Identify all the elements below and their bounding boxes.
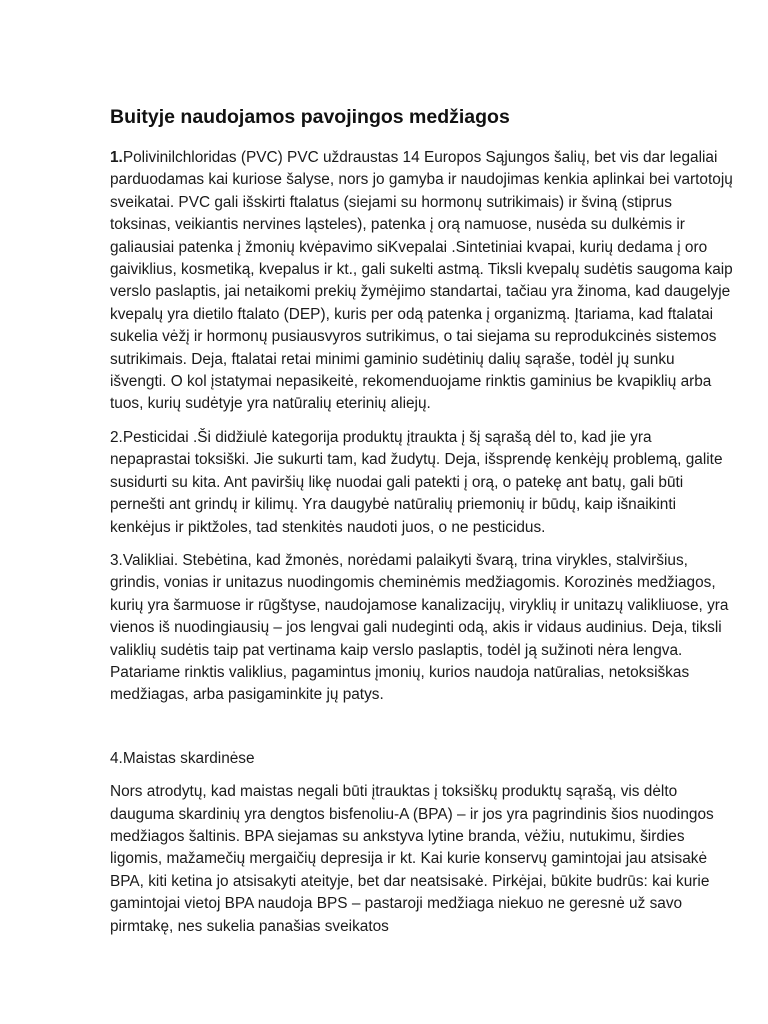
document-title: Buityje naudojamos pavojingos medžiagos	[110, 106, 510, 128]
paragraph-pvc	[110, 147, 735, 416]
document-page	[110, 104, 735, 949]
paragraph-pesticides: 2.Pesticidai .Ši didžiulė kategorija produktų įtraukta į šį sąrašą dėl to, kad jie yra nepaprastai toksiški. Jie sukurti tam, kad žudytų. Deja, išsprendę kenkėjų problemą, galite susidurti su kita. Ant paviršių likę nuodai gali patekti į orą, o patekę ant batų, gali būti pernešti ant grindų ir kilimų. Yra daugybė natūralių priemonių ir būdų, kaip išnaikinti kenkėjus ir piktžoles, tad stenkitės naudoti juos, o ne pesticidus.	[110, 428, 723, 536]
section-heading-canned-food: 4.Maistas skardinėse	[110, 749, 255, 767]
blank-spacer	[110, 718, 735, 748]
paragraph-number: 1.	[110, 149, 123, 166]
paragraph-canned-food: Nors atrodytų, kad maistas negali būti įtrauktas į toksiškų produktų sąrašą, vis dėlto dauguma skardinių yra dengtos bisfenoliu-A (BPA) – ir jos yra pagrindinis šios nuodingos medžiagos šaltinis. BPA siejamas su ankstyva lytine branda, vėžiu, nutukimu, širdies ligomis, mažamečių mergaičių depresija ir kt. Kai kurie konservų gamintojai jau atsisakė BPA, kiti ketina jo atsisakyti ateityje, bet dar neatsisakė. Pirkėjai, būkite budrūs: kai kurie gamintojai vietoj BPA naudoja BPS – pastaroji medžiaga niekuo ne geresnė už savo pirmtakę, nes sukelia panašias sveikatos	[110, 783, 714, 935]
paragraph-cleaners: 3.Valikliai. Stebėtina, kad žmonės, norėdami palaikyti švarą, trina virykles, stalviršius, grindis, vonias ir unitazus nuodingomis cheminėmis medžiagomis. Korozinės medžiagos, kurių yra šarmuose ir rūgštyse, naudojamose kanalizacijų, viryklių ir unitazų valikliuose, yra vienos iš nuodingiausių – jos lengvai gali nudeginti odą, akis ir vidaus audinius. Deja, tiksli valiklių sudėtis taip pat vertinama kaip verslo paslaptis, todėl ją sužinoti nėra lengva. Patariame rinktis valiklius, pagamintus įmonių, kurios naudoja natūralias, netoksiškas medžiagas, arba pasigaminkite jų patys.	[110, 551, 729, 704]
paragraph-text: Polivinilchloridas (PVC) PVC uždraustas 14 Europos Sąjungos šalių, bet vis dar legaliai parduodamas kai kuriose šalyse, nors jo gamyba ir naudojimas kenkia aplinkai bei vartotojų sveikatai. PVC gali išskirti ftalatus (siejami su hormonų sutrikimais) ir šviną (stiprus toksinas, veikiantis nervines ląsteles), patenka į orą namuose, nusėda su dulkėmis ir galiausiai patenka į žmonių kvėpavimo siKvepalai .Sintetiniai kvapai, kurių dedama į oro gaiviklius, kosmetiką, kvepalus ir kt., gali sukelti astmą. Tiksli kvepalų sudėtis saugoma kaip verslo paslaptis, jai netaikomi prekių žymėjimo standartai, tačiau yra žinoma, kad daugelyje kvepalų yra dietilo ftalato (DEP), kuris per odą patenka į organizmą. Įtariama, kad ftalatai sukelia vėžį ir hormonų pusiausvyros sutrikimus, o tai siejama su reprodukcinės sistemos sutrikimais. Deja, ftalatai retai minimi gaminio sudėtinių dalių sąraše, todėl jų sunku išvengti. O kol įstatymai nepasikeitė, rekomenduojame rinktis gaminius be kvapiklių arba tuos, kurių sudėtyje yra natūralių eterinių aliejų.	[110, 149, 733, 413]
